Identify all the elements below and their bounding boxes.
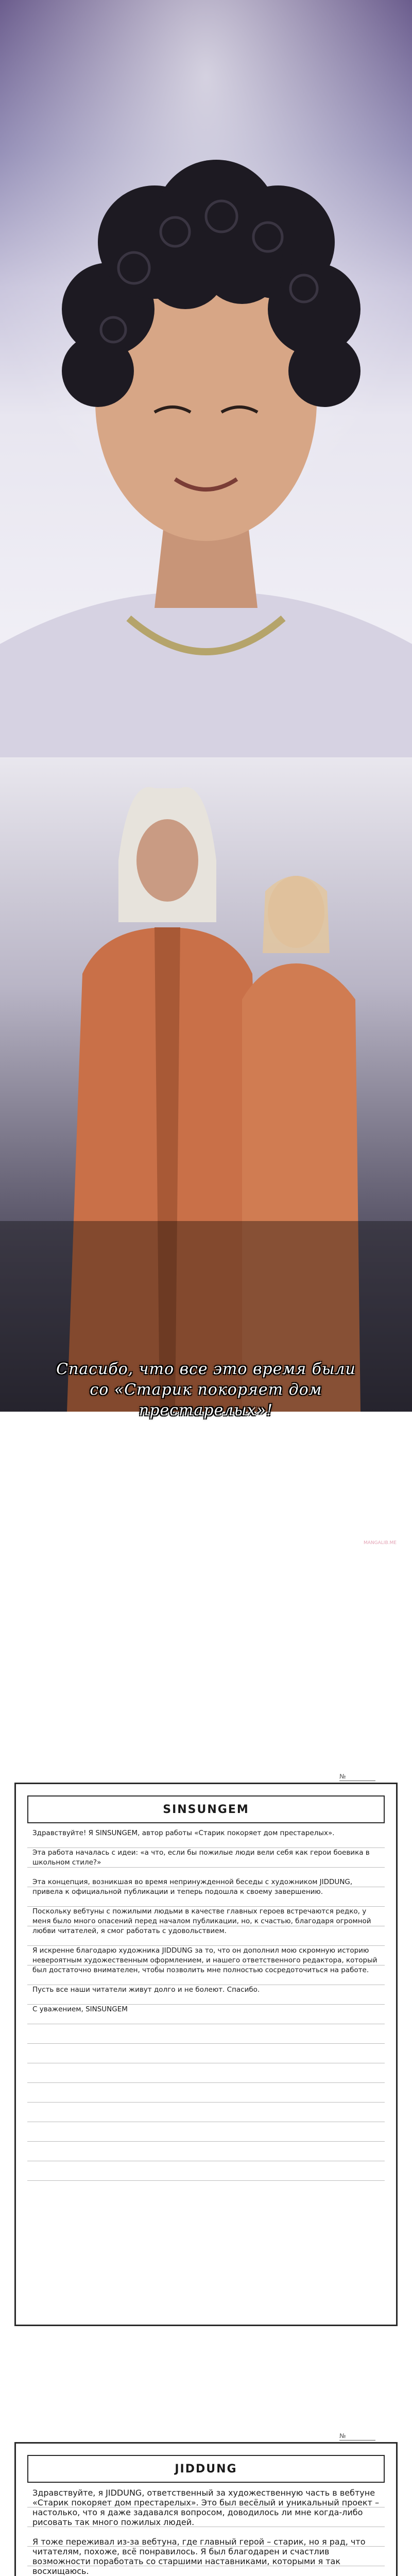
letter-paragraph: Поскольку вебтуны с пожилыми людьми в качестве главных героев встречаются редко, у меня было много опасений перед началом публикации, но, к счастью, благодаря огромной любви читателей, я смог работать с удовольствием. bbox=[32, 1907, 371, 1935]
letter-heading: JIDDUNG bbox=[27, 2455, 385, 2483]
sheet-number-tab: № bbox=[339, 2432, 375, 2441]
couple-panel bbox=[0, 757, 412, 1412]
thanks-caption bbox=[0, 1359, 412, 1421]
portrait-panel bbox=[0, 0, 412, 757]
letter-body bbox=[27, 2488, 385, 2576]
letter-sinsungem bbox=[14, 1773, 398, 2326]
caption-line: престарелых»! bbox=[139, 1401, 273, 1419]
letter-paragraph: Эта работа началась с идеи: «а что, если бы пожилые люди вели себя как герои боевика в школьном стиле?» bbox=[32, 1849, 370, 1867]
couple-illustration bbox=[0, 757, 412, 1412]
watermark: MANGALIB.ME bbox=[364, 1540, 397, 1546]
letter-jiddung bbox=[14, 2432, 398, 2576]
letter-paragraph: Я искренне благодарю художника JIDDUNG за то, что он дополнил мою скромную историю невероятным художественным оформлением, и нашего ответственного редактора, который был достаточно внимателен, чтобы позволить мне полностью сосредоточиться на работе. bbox=[32, 1946, 377, 1974]
letter-body bbox=[27, 1828, 385, 2181]
letter-paragraph: Здравствуйте, я JIDDUNG, ответственный за художественную часть в вебтуне «Старик покоряет дом престарелых». Это был весёлый и уникальный проект – настолько, что я даже задавался вопросом, доводилось ли мне когда-либо рисовать так много пожилых людей. bbox=[32, 2488, 380, 2527]
letter-paragraph: Здравствуйте! Я SINSUNGEM, автор работы «Старик покоряет дом престарелых». bbox=[32, 1829, 335, 1837]
caption-line: со «Старик покоряет дом bbox=[90, 1381, 322, 1399]
old-woman-illustration bbox=[0, 0, 412, 757]
caption-line: Спасибо, что все это время были bbox=[56, 1360, 356, 1378]
letter-heading: SINSUNGEM bbox=[27, 1795, 385, 1823]
letter-paragraph: Эта концепция, возникшая во время непринужденной беседы с художником JIDDUNG, привела к официальной публикации и теперь подошла к своему завершению. bbox=[32, 1878, 353, 1896]
sheet-number-tab: № bbox=[339, 1773, 375, 1781]
letter-signature: С уважением, SINSUNGEM bbox=[32, 2005, 128, 2013]
letter-paragraph: Я тоже переживал из-за вебтуна, где главный герой – старик, но я рад, что читателям, похоже, всё понравилось. Я был благодарен и счастлив возможности поработать со старшими наставниками, которыми я так восхищаюсь. bbox=[32, 2537, 366, 2576]
letter-paragraph: Пусть все наши читатели живут долго и не болеют. Спасибо. bbox=[32, 1986, 260, 1994]
